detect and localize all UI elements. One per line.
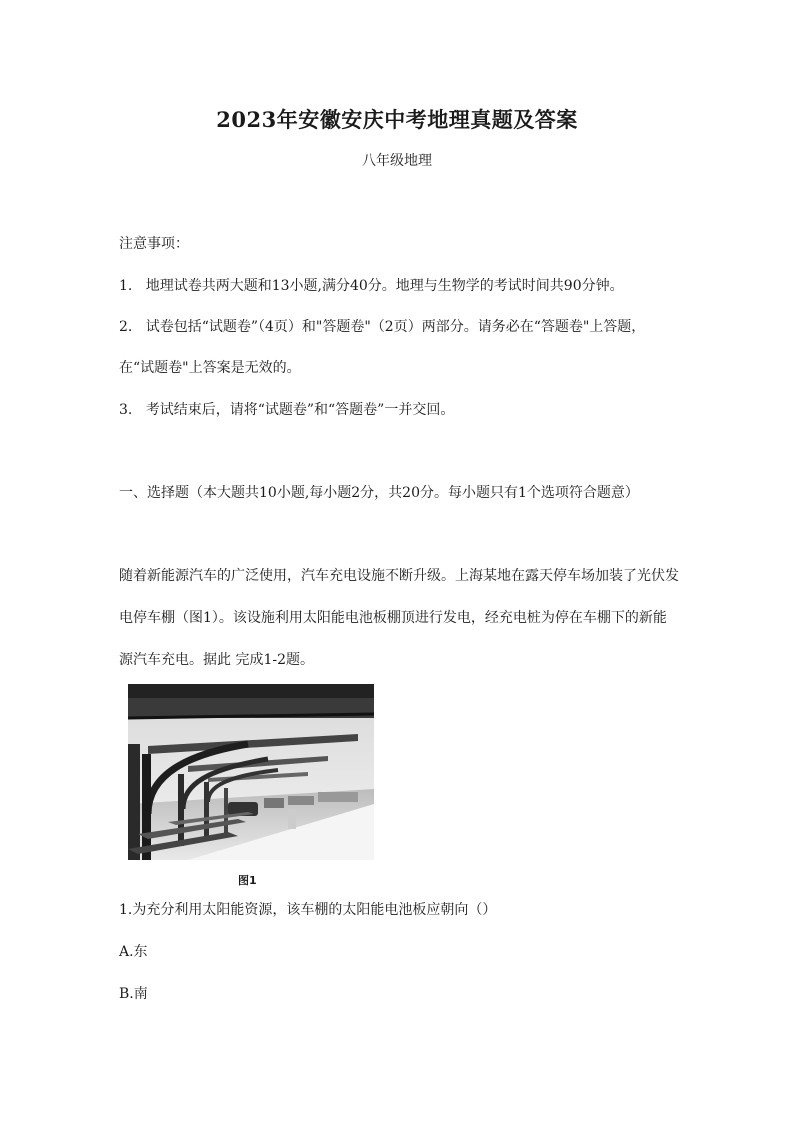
passage-line-1: 随着新能源汽车的广泛使用，汽车充电设施不断升级。上海某地在露天停车场加装了光伏发 bbox=[119, 568, 679, 584]
document-title: 2023年安徽安庆中考地理真题及答案 bbox=[216, 107, 578, 132]
solar-carport-photo bbox=[128, 684, 374, 860]
question-1-option-a[interactable]: A.东 bbox=[119, 944, 148, 960]
document-subtitle: 八年级地理 bbox=[362, 153, 432, 169]
notice-item-2: 2. 试卷包括“试题卷”（4页）和"答题卷"（2页）两部分。请务必在“答题卷"上答题， bbox=[119, 319, 646, 335]
notice-heading: 注意事项： bbox=[119, 236, 189, 252]
solar-carport-photo-drawing bbox=[128, 684, 374, 860]
question-1-option-b[interactable]: B.南 bbox=[119, 986, 148, 1002]
notice-item-3: 3. 考试结束后，请将“试题卷”和“答题卷”一并交回。 bbox=[119, 402, 455, 418]
question-1-stem: 1.为充分利用太阳能资源，该车棚的太阳能电池板应朝向（） bbox=[119, 902, 497, 918]
notice-item-2-continued: 在“试题卷"上答案是无效的。 bbox=[119, 360, 301, 376]
notice-item-1: 1. 地理试卷共两大题和13小题,满分40分。地理与生物学的考试时间共90分钟。 bbox=[119, 278, 624, 294]
section-heading: 一、选择题（本大题共10小题,每小题2分，共20分。每小题只有1个选项符合题意） bbox=[119, 485, 639, 501]
passage-line-3: 源汽车充电。据此 完成1-2题。 bbox=[119, 652, 314, 668]
passage-line-2: 电停车棚（图1）。该设施利用太阳能电池板棚顶进行发电，经充电桩为停在车棚下的新能 bbox=[119, 610, 667, 626]
figure-caption: 图1 bbox=[238, 874, 257, 887]
